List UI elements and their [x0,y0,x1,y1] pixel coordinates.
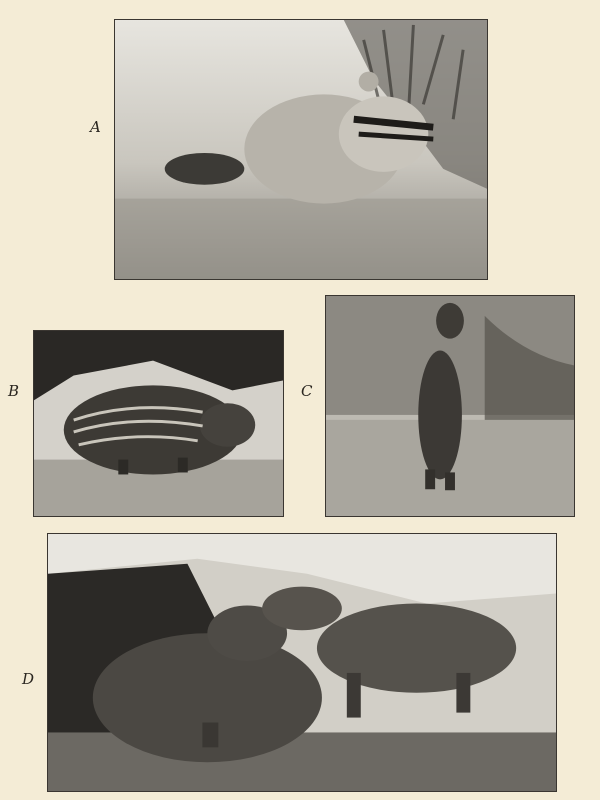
plate-label-d: D [22,670,35,688]
plate-label-b: B [8,382,20,400]
plate-label-a: A [90,118,101,136]
plate-b-photo [33,330,284,517]
plate-c-photo [325,295,575,517]
plate-a-photo [114,19,488,280]
plate-label-c: C [301,382,313,400]
plate-d-photo [47,533,557,792]
